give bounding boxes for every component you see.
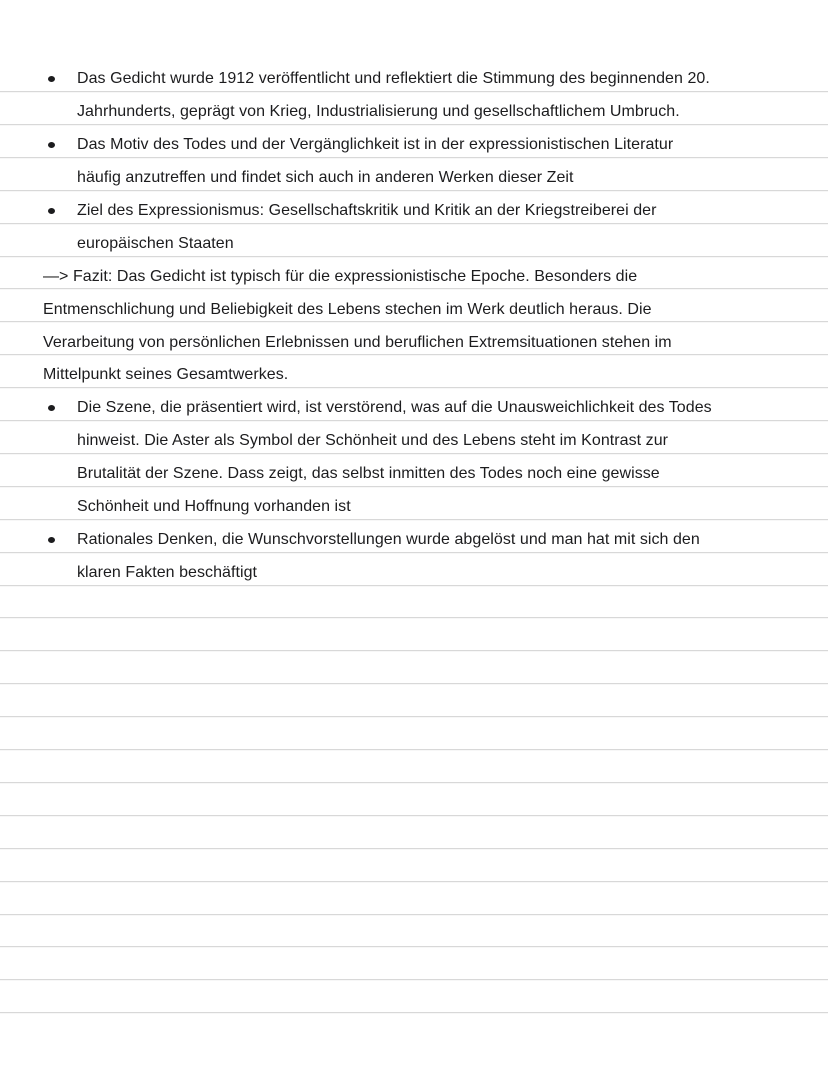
ruled-line [0,749,828,750]
note-line-text: hinweist. Die Aster als Symbol der Schönheit und des Lebens steht im Kontrast zur [77,432,669,450]
note-line[interactable] [43,355,805,388]
note-line[interactable] [43,190,805,223]
ruled-line [0,617,828,618]
note-line[interactable] [43,59,805,92]
note-line[interactable] [43,124,805,157]
ruled-line [0,683,828,684]
ruled-line [0,716,828,717]
note-line[interactable] [43,552,805,585]
ruled-line [0,815,828,816]
ruled-line [0,650,828,651]
ruled-line [0,585,828,586]
note-line-text: Schönheit und Hoffnung vorhanden ist [77,497,351,515]
note-line-text: Das Motiv des Todes und der Vergänglichkeit ist in der expressionistischen Literatur [77,136,674,154]
note-line-text: Verarbeitung von persönlichen Erlebnissen und beruflichen Extremsituationen stehen im [43,333,672,351]
note-line-text: Mittelpunkt seines Gesamtwerkes. [43,366,289,384]
note-line[interactable] [43,91,805,124]
note-line[interactable] [43,420,805,453]
note-line[interactable] [43,289,805,322]
note-line-text: Ziel des Expressionismus: Gesellschaftskritik und Kritik an der Kriegstreiberei der [77,201,657,219]
note-body [43,59,805,585]
note-line[interactable] [43,223,805,256]
note-line-text: Rationales Denken, die Wunschvorstellungen wurde abgelöst und man hat mit sich den [77,530,700,548]
note-line-text: Brutalität der Szene. Dass zeigt, das selbst inmitten des Todes noch eine gewisse [77,465,660,483]
note-line[interactable] [43,322,805,355]
ruled-line [0,979,828,980]
ruled-line [0,782,828,783]
note-line[interactable] [43,519,805,552]
note-line[interactable] [43,256,805,289]
note-line-text: —> Fazit: Das Gedicht ist typisch für die expressionistische Epoche. Besonders die [43,267,638,285]
ruled-line [0,914,828,915]
note-line[interactable] [43,387,805,420]
note-line[interactable] [43,486,805,519]
bullet-icon [48,537,55,543]
note-line-text: Jahrhunderts, geprägt von Krieg, Industrialisierung und gesellschaftlichem Umbruch. [77,103,680,121]
note-line-text: klaren Fakten beschäftigt [77,563,258,581]
note-line[interactable] [43,157,805,190]
bullet-icon [48,208,55,214]
ruled-line [0,1012,828,1013]
note-line-text: europäischen Staaten [77,234,234,252]
note-line-text: Das Gedicht wurde 1912 veröffentlicht und reflektiert die Stimmung des beginnenden 20. [77,70,710,88]
note-line[interactable] [43,453,805,486]
ruled-line [0,881,828,882]
ruled-line [0,848,828,849]
note-line-text: Die Szene, die präsentiert wird, ist verstörend, was auf die Unausweichlichkeit des Todes [77,399,712,417]
note-line-text: häufig anzutreffen und findet sich auch in anderen Werken dieser Zeit [77,169,574,187]
note-line-text: Entmenschlichung und Beliebigkeit des Lebens stechen im Werk deutlich heraus. Die [43,300,652,318]
ruled-line [0,946,828,947]
